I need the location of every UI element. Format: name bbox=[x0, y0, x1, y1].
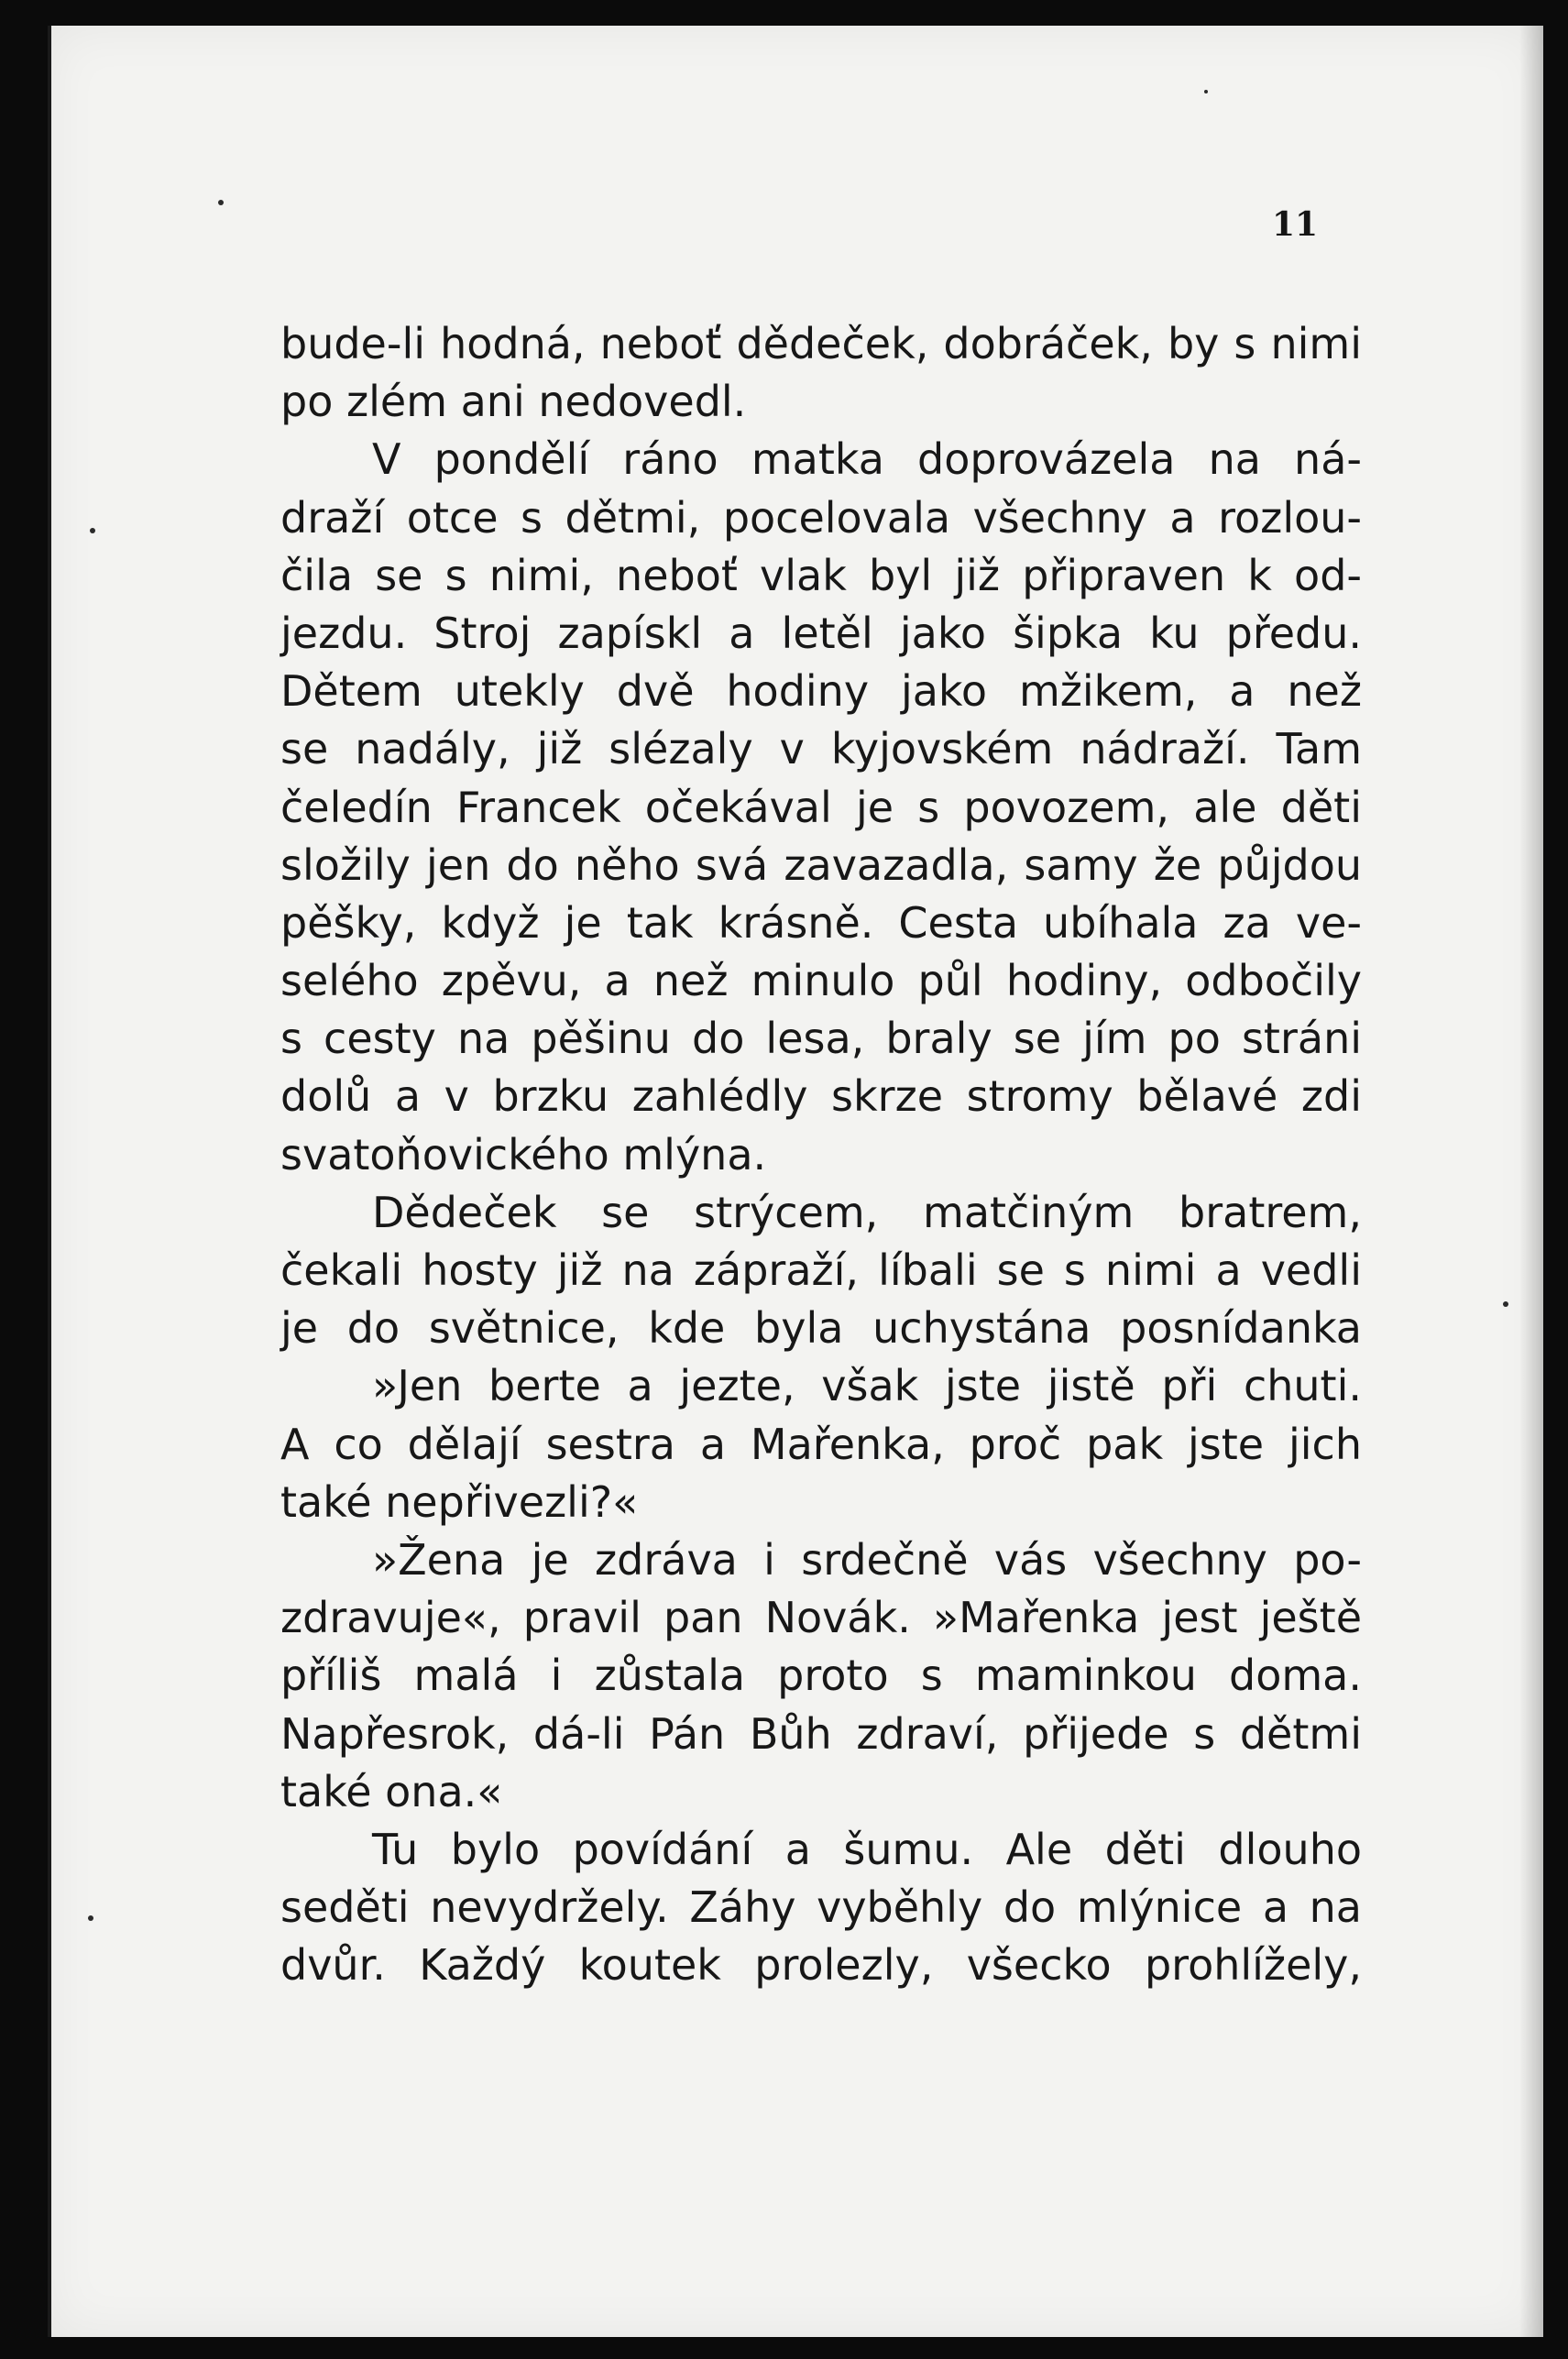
text-line: selého zpěvu, a než minulo půl hodiny, odbočily bbox=[280, 956, 1362, 1006]
text-line: bude-li hodná, neboť dědeček, dobráček, by s nimi bbox=[280, 319, 1362, 368]
page-right-shadow bbox=[1519, 26, 1543, 2337]
text-line: Napřesrok, dá-li Pán Bůh zdraví, přijede s dětmi bbox=[280, 1708, 1362, 1759]
text-line: také ona.« bbox=[280, 1766, 503, 1816]
book-page bbox=[48, 26, 1543, 2337]
text-line: »Jen berte a jezte, však jste jistě při chuti. bbox=[372, 1361, 1362, 1411]
text-line: »Žena je zdráva i srdečně vás všechny po- bbox=[372, 1534, 1362, 1585]
text-line: svatoňovického mlýna. bbox=[280, 1129, 767, 1180]
text-line: Tu bylo povídání a šumu. Ale děti dlouho bbox=[372, 1824, 1362, 1874]
text-line: Dědeček se strýcem, matčiným bratrem, bbox=[372, 1187, 1362, 1237]
text-line: také nepřivezli?« bbox=[280, 1476, 639, 1527]
text-line: dvůr. Každý koutek prolezly, všecko prohlížely, bbox=[280, 1940, 1362, 1991]
page-left-edge bbox=[48, 26, 51, 2337]
text-line: zdravuje«, pravil pan Novák. »Mařenka jest ještě bbox=[280, 1593, 1362, 1643]
paper-speck bbox=[218, 200, 224, 205]
text-line: po zlém ani nedovedl. bbox=[280, 377, 747, 427]
text-line: se nadály, již slézaly v kyjovském nádraží. Tam bbox=[280, 724, 1362, 774]
page-number: 11 bbox=[1272, 205, 1319, 244]
paper-speck bbox=[1204, 90, 1208, 93]
text-line: V pondělí ráno matka doprovázela na ná- bbox=[372, 434, 1362, 485]
text-line: složily jen do něho svá zavazadla, samy že půjdou bbox=[280, 839, 1362, 890]
paper-speck bbox=[88, 1915, 93, 1921]
paper-speck bbox=[1503, 1301, 1508, 1307]
text-line: je do světnice, kde byla uchystána posnídanka bbox=[280, 1303, 1362, 1354]
text-line: pěšky, když je tak krásně. Cesta ubíhala za ve- bbox=[280, 897, 1362, 948]
text-line: čila se s nimi, neboť vlak byl již připraven k od- bbox=[280, 550, 1362, 600]
paper-speck bbox=[90, 528, 95, 533]
text-line: příliš malá i zůstala proto s maminkou doma. bbox=[280, 1651, 1362, 1701]
text-line: seděti nevydržely. Záhy vyběhly do mlýnice a na bbox=[280, 1882, 1362, 1933]
text-line: draží otce s dětmi, pocelovala všechny a rozlou- bbox=[280, 492, 1362, 543]
text-line: čeledín Francek očekával je s povozem, ale děti bbox=[280, 782, 1362, 832]
text-line: A co dělají sestra a Mařenka, proč pak jste jich bbox=[280, 1419, 1362, 1469]
text-line: jezdu. Stroj zapískl a letěl jako šipka ku předu. bbox=[280, 608, 1362, 658]
text-line: s cesty na pěšinu do lesa, braly se jím po stráni bbox=[280, 1014, 1362, 1064]
text-line: Dětem utekly dvě hodiny jako mžikem, a než bbox=[280, 666, 1362, 717]
text-line: čekali hosty již na zápraží, líbali se s nimi a vedli bbox=[280, 1245, 1362, 1295]
body-text bbox=[280, 315, 1362, 1994]
text-line: dolů a v brzku zahlédly skrze stromy bělavé zdi bbox=[280, 1071, 1362, 1122]
